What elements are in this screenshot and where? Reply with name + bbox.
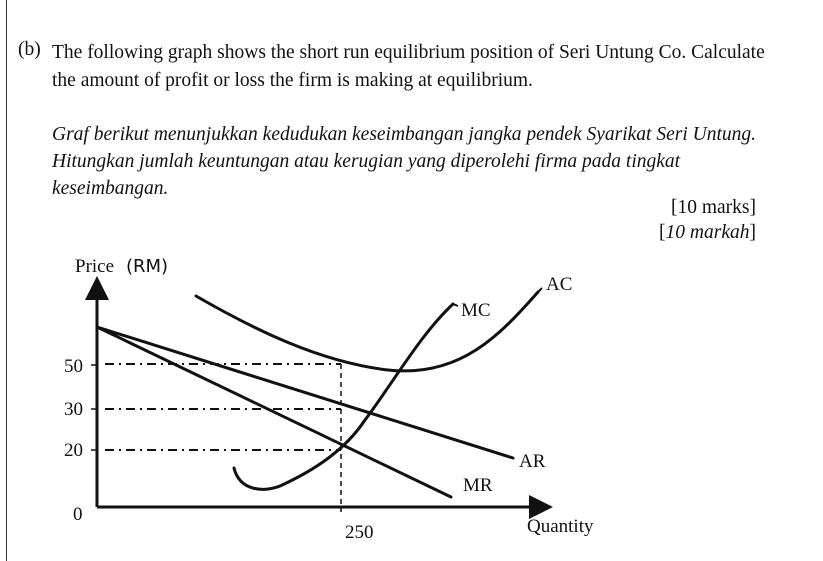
y-tick-label-20: 20: [64, 440, 83, 461]
x-axis-label: Quantity: [527, 516, 594, 537]
mr-label: MR: [463, 475, 493, 496]
marks-malay-value: 10 markah: [665, 222, 750, 243]
y-axis-unit: (RM): [126, 256, 169, 277]
ac-label-pointer: [538, 288, 542, 292]
mc-label-pointer: [453, 304, 458, 306]
origin-label: 0: [73, 504, 83, 525]
ac-label: AC: [546, 274, 573, 295]
ar-label: AR: [519, 451, 546, 472]
question-label: (b): [18, 39, 41, 60]
marks-english: [10 marks]: [670, 197, 756, 218]
y-tick-label-30: 30: [64, 399, 83, 420]
ar-curve: [97, 327, 513, 458]
x-tick-label-250: 250: [345, 522, 374, 543]
mc-label: MC: [461, 300, 491, 321]
marks-malay-close: ]: [749, 222, 756, 243]
mr-curve: [97, 327, 451, 497]
question-text-malay: Graf berikut menunjukkan kedudukan keseimbangan jangka pendek Syarikat Seri Untung. Hitungkan jumlah keuntungan atau kerugian yang diperolehi firma pada tingkat keseimbangan.: [52, 124, 756, 199]
y-tick-label-50: 50: [64, 356, 83, 377]
y-axis-label: Price: [75, 256, 115, 277]
marks-malay-open: [: [659, 222, 666, 243]
question-text-english: The following graph shows the short run equilibrium position of Seri Untung Co. Calculate the amount of profit or loss the firm is making at equilibrium.: [52, 42, 765, 91]
